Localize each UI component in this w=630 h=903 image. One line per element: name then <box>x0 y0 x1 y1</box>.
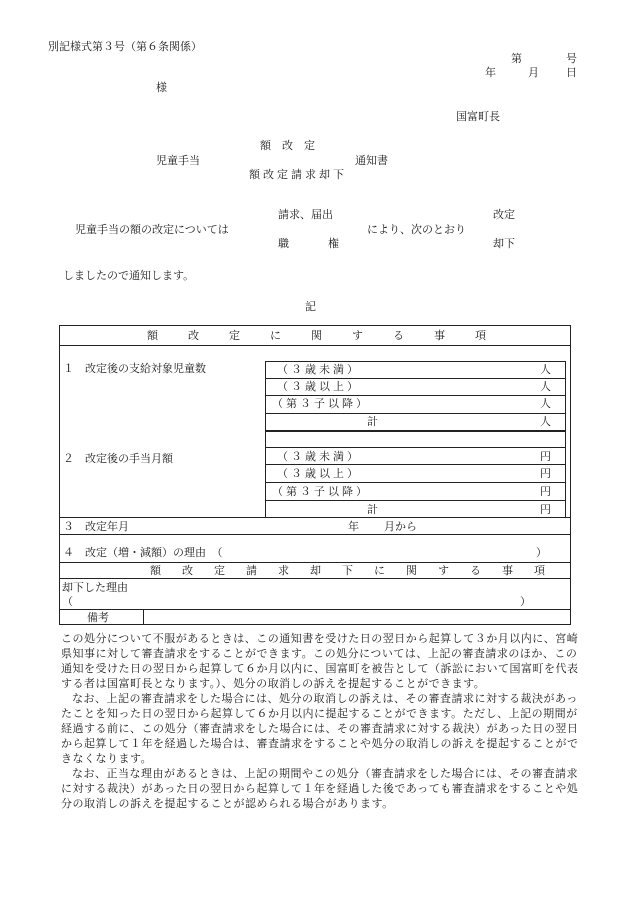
item1-label: １ 改定後の支給対象児童数 <box>63 362 206 375</box>
issuer: 国富町長 <box>456 110 500 123</box>
recipient-sama: 様 <box>156 81 167 94</box>
date-day: 日 <box>566 66 577 79</box>
title-left: 児童手当 <box>156 154 200 167</box>
item2-total-label: 計 <box>367 503 378 516</box>
item2-line4 <box>265 500 566 501</box>
item1-line2 <box>265 395 566 396</box>
item3-from: 月から <box>384 520 417 533</box>
item4-close: ） <box>536 546 547 559</box>
item3-label: ３ 改定年月 <box>63 520 129 533</box>
title-bottom: 額改定請求却下 <box>249 168 347 181</box>
notice-paragraph-1: この処分について不服があるときは、この通知書を受けた日の翌日から起算して３か月以内に、宮崎県知事に対して審査請求をすることができます。この処分については、上記の審査請求のほか、この通知を受けた日の翌日から起算して６か月以内に、国富町を被告として（訴訟において国富町を代表する者は国富町長となります。）、処分の取消しの訴えを提起することができます。 <box>61 632 579 690</box>
remarks-label: 備考 <box>87 611 109 624</box>
option-bottom-b: 権 <box>328 237 339 250</box>
notice-paragraph-3: なお、正当な理由があるときは、上記の期間やこの処分（審査請求をした場合には、その審査請求に対する裁決）があった日の翌日から起算して１年を経過した後であっても審査請求をすることや処分の取消しの訴えを提起することが認められる場合があります。 <box>61 767 579 810</box>
section1-header-line <box>59 345 571 346</box>
option-bottom-a: 職 <box>278 237 289 250</box>
item1-row-label: （３歳未満） <box>277 363 361 376</box>
item2-row-label: （第３子以降） <box>272 485 370 498</box>
remarks-divider <box>143 609 144 625</box>
item1-row-label: （３歳以上） <box>277 380 361 393</box>
reason-close: ） <box>520 595 531 608</box>
result-bottom: 却下 <box>493 237 515 250</box>
main-mid: により、次のとおり <box>367 223 466 236</box>
reason-label: 却下した理由 <box>62 581 128 594</box>
section2-right-join <box>570 534 571 562</box>
reason-open: （ <box>62 595 73 608</box>
number-go: 号 <box>566 52 577 65</box>
item4-label: ４ 改定（増・減額）の理由 （ <box>63 546 223 559</box>
item1-line3 <box>265 413 566 414</box>
item2-row-unit: 円 <box>540 450 551 463</box>
item2-line1 <box>265 447 566 448</box>
item1-total-label: 計 <box>367 415 378 428</box>
closing-sentence: しましたので通知します。 <box>63 269 195 282</box>
item3-year: 年 <box>348 520 359 533</box>
item1-line1 <box>265 378 566 379</box>
item1-row-unit: 人 <box>540 397 551 410</box>
notice-block <box>61 631 581 811</box>
ki-mark: 記 <box>305 300 316 313</box>
item2-row-unit: 円 <box>540 467 551 480</box>
item1-row-label: （第３子以降） <box>272 397 370 410</box>
item2-row-label: （３歳以上） <box>277 467 361 480</box>
item1-row-unit: 人 <box>540 363 551 376</box>
notice-paragraph-2: なお、上記の審査請求をした場合には、処分の取消しの訴えは、その審査請求に対する裁決があったことを知った日の翌日から起算して６か月以内に提起することができます。ただし、上記の期間が経過する前に、この処分（審査請求をした場合には、その審査請求に対する裁決）があった日の翌日から起算して１年を経過した場合は、審査請求をすることや処分の取消しの訴えを提起することができなくなります。 <box>61 692 579 765</box>
item1-row-unit: 人 <box>540 380 551 393</box>
option-top: 請求、届出 <box>278 208 333 221</box>
main-left: 児童手当の額の改定については <box>75 223 229 236</box>
form-label: 別記様式第３号（第６条関係） <box>48 40 202 53</box>
section2-header: 額改定請求却下に関する事項 <box>150 564 566 577</box>
remarks-line <box>59 609 571 610</box>
result-top: 改定 <box>493 208 515 221</box>
item2-line2 <box>265 464 566 465</box>
section1-header: 額改定に関する事項 <box>147 329 516 342</box>
date-month: 月 <box>528 66 539 79</box>
item2-line3 <box>265 482 566 483</box>
title-top: 額 改 定 <box>260 139 315 152</box>
title-right: 通知書 <box>355 154 388 167</box>
item2-label: ２ 改定後の手当月額 <box>63 452 173 465</box>
item3-line <box>59 517 571 518</box>
item2-total-unit: 円 <box>540 503 551 516</box>
section2-header-line <box>59 578 571 579</box>
item1-total-unit: 人 <box>540 415 551 428</box>
date-year: 年 <box>485 66 496 79</box>
number-dai: 第 <box>511 52 522 65</box>
item2-row-label: （３歳未満） <box>277 450 361 463</box>
item2-row-unit: 円 <box>540 485 551 498</box>
section2-left-join <box>59 534 60 562</box>
